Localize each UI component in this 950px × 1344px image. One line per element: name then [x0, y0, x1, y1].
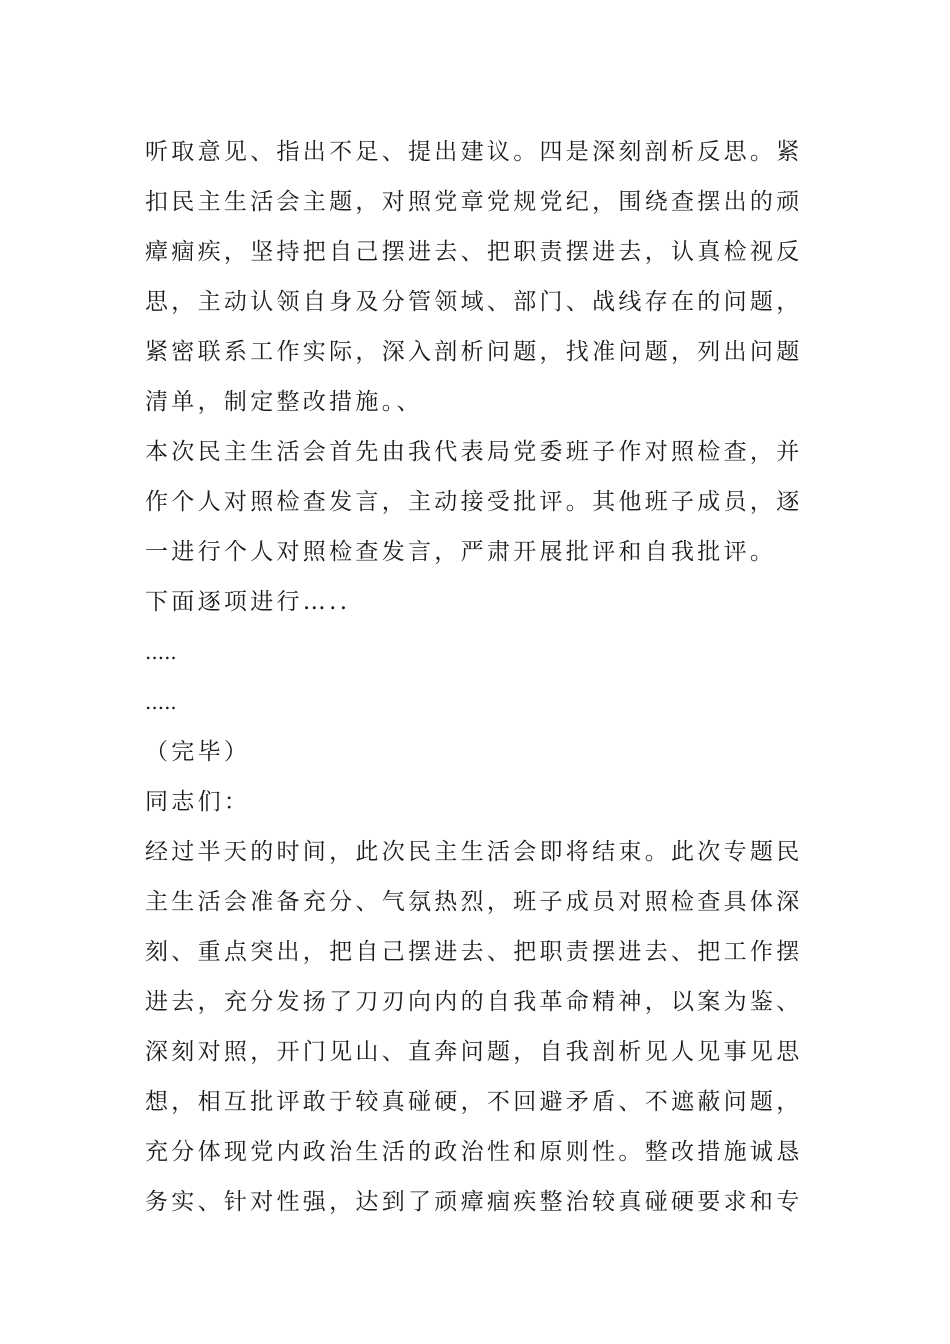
text-line: 紧密联系工作实际，深入剖析问题，找准问题，列出问题: [145, 339, 803, 365]
text-line: 思，主动认领自身及分管领域、部门、战线存在的问题，: [145, 289, 803, 315]
text-line: 一进行个人对照检查发言，严肃开展批评和自我批评。: [145, 539, 777, 565]
text-line: 本次民主生活会首先由我代表局党委班子作对照检查，并: [145, 439, 803, 465]
text-line: 瘴痼疾，坚持把自己摆进去、把职责摆进去，认真检视反: [145, 239, 803, 265]
text-line: 想，相互批评敢于较真碰硬，不回避矛盾、不遮蔽问题，: [145, 1089, 803, 1115]
ellipsis-line: .....: [145, 690, 177, 714]
text-line: 听取意见、指出不足、提出建议。四是深刻剖析反思。紧: [145, 139, 803, 165]
text-line: 作个人对照检查发言，主动接受批评。其他班子成员，逐: [145, 489, 803, 515]
text-line: 清单，制定整改措施。、: [145, 389, 423, 415]
text-line: 进去，充分发扬了刀刃向内的自我革命精神，以案为鉴、: [145, 989, 803, 1015]
text-line: 经过半天的时间，此次民主生活会即将结束。此次专题民: [145, 839, 803, 865]
text-line: 务实、针对性强，达到了顽瘴痼疾整治较真碰硬要求和专: [145, 1189, 803, 1215]
text-line: 下面逐项进行…..: [145, 589, 351, 615]
ellipsis-line: .....: [145, 640, 177, 664]
text-line: 刻、重点突出，把自己摆进去、把职责摆进去、把工作摆: [145, 939, 803, 965]
document-body: [145, 127, 810, 1227]
salutation: 同志们：: [145, 789, 251, 815]
closing-mark: （完毕）: [145, 739, 251, 765]
text-line: 深刻对照，开门见山、直奔问题，自我剖析见人见事见思: [145, 1039, 803, 1065]
text-line: 扣民主生活会主题，对照党章党规党纪，围绕查摆出的顽: [145, 189, 803, 215]
text-line: 主生活会准备充分、气氛热烈，班子成员对照检查具体深: [145, 889, 803, 915]
text-line: 充分体现党内政治生活的政治性和原则性。整改措施诚恳: [145, 1139, 803, 1165]
